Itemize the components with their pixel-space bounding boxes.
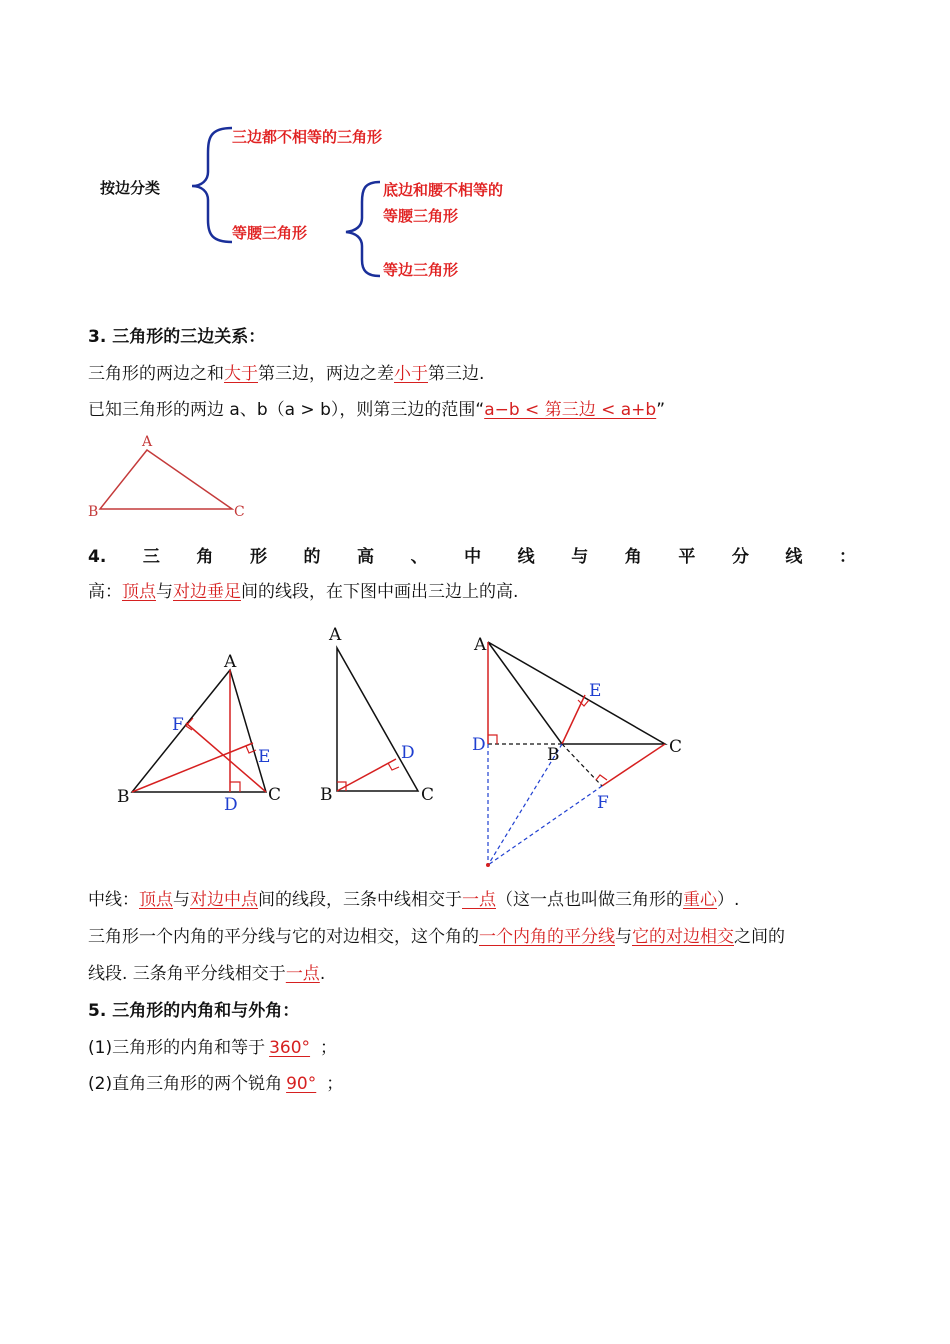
answer-opposite-side: 它的对边相交 [632,927,734,947]
sec5-item2 [88,1073,343,1095]
label-d: D [472,735,486,755]
title-char: 线 [785,547,803,567]
title-char: 线 [517,547,535,567]
text: 与 [156,582,173,602]
triangle-outline [488,642,665,744]
text: 间的线段，三条中线相交于 [258,890,462,910]
bisector-def-line1 [88,926,785,948]
label-a: A [142,434,153,450]
text: (2)直角三角形的两个锐角 [88,1074,283,1094]
title-char: 4. [88,547,107,567]
title-char: 、 [410,547,428,567]
answer-360: 360° [269,1038,311,1058]
title-char: 中 [464,547,482,567]
altitude-cf [186,723,266,792]
title-char: 与 [571,547,589,567]
answer-one-point: 一点 [285,964,320,984]
title-char: 的 [303,547,321,567]
sec5-item1 [88,1037,337,1059]
tree-iso-sub1-line1: 底边和腰不相等的 [383,181,504,199]
text: (1)三角形的内角和等于 [88,1038,266,1058]
label-c: C [234,504,245,520]
answer-bisector: 一个内角的平分线 [479,927,615,947]
title-char: 三 [142,547,160,567]
text: ）. [717,890,740,910]
text: 与 [173,890,190,910]
text: 第三边. [428,364,485,384]
text: 之间的 [734,927,785,947]
ortho-line-3 [488,786,602,865]
title-char: ： [838,547,856,567]
triangle-abc [100,450,232,509]
altitude-cf [602,744,665,786]
median-def [88,889,739,911]
right-triangle [320,625,434,805]
answer-greater: 大于 [224,364,258,384]
title-char: 高 [357,547,375,567]
sec3-title: 3. 三角形的三边关系： [88,327,266,347]
altitude-be [132,743,253,792]
altitude-be [562,695,585,744]
text: ； [326,1074,344,1094]
sec4-title [88,546,856,568]
tree-root: 按边分类 [100,179,161,197]
answer-vertex: 顶点 [139,890,173,910]
text: . [319,964,326,984]
main-brace [192,128,232,242]
tree-isosceles: 等腰三角形 [232,224,308,242]
label-b: B [117,787,130,807]
text: （这一点也叫做三角形的 [496,890,683,910]
figure-triangle-1 [80,428,260,523]
text: 三角形的两边之和 [88,364,224,384]
label-a: A [329,625,342,645]
text: ； [320,1038,338,1058]
answer-centroid: 重心 [683,890,717,910]
right-angle-d [388,763,399,770]
label-f: F [172,715,184,735]
sec3-line2 [88,399,665,421]
label-d: D [224,795,238,815]
orthocenter-dot [486,863,490,867]
label-e: E [258,747,271,767]
title-char: 平 [678,547,696,567]
sec5-title: 5. 三角形的内角和与外角： [88,1001,300,1021]
bisector-def-line2 [88,963,325,985]
text: 间的线段，在下图中画出三边上的高. [241,582,519,602]
text: 第三边，两边之差 [258,364,394,384]
answer-90: 90° [286,1074,317,1094]
title-char: 形 [249,547,267,567]
tree-scalene: 三边都不相等的三角形 [232,128,383,146]
answer-midpoint: 对边中点 [190,890,258,910]
tree-equilateral: 等边三角形 [383,261,459,279]
answer-one-point: 一点 [462,890,496,910]
answer-less: 小于 [394,364,428,384]
answer-foot: 对边垂足 [173,582,241,602]
answer-range: a−b < 第三边 < a+b [484,400,657,420]
label-b: B [88,504,99,520]
label-d: D [401,743,415,763]
label-c: C [421,785,435,805]
text: 中线： [88,890,139,910]
title-char: 角 [624,547,642,567]
figure-altitudes [100,620,720,875]
tree-iso-sub1-line2: 等腰三角形 [383,207,459,225]
answer-vertex: 顶点 [122,582,156,602]
title-char: 角 [196,547,214,567]
text: 与 [615,927,632,947]
sec4-height-def [88,581,518,603]
right-angle-d [230,782,240,792]
label-f: F [597,793,609,813]
acute-triangle [117,652,281,815]
label-c: C [669,737,683,757]
text: 高： [88,582,122,602]
label-b: B [320,785,333,805]
text: 三角形一个内角的平分线与它的对边相交，这个角的 [88,927,479,947]
text: ” [656,400,666,420]
right-angle-f [596,775,607,780]
label-a: A [474,635,487,655]
title-char: 分 [731,547,749,567]
text: 线段. 三条角平分线相交于 [88,964,286,984]
obtuse-triangle [472,635,682,867]
label-a: A [224,652,237,672]
sec3-line1 [88,363,484,385]
sub-brace [346,182,380,276]
right-angle-d [488,735,497,744]
label-b: B [547,745,560,765]
text: 已知三角形的两边 a、b（a > b），则第三边的范围“ [88,400,485,420]
label-e: E [589,681,602,701]
label-c: C [268,785,282,805]
